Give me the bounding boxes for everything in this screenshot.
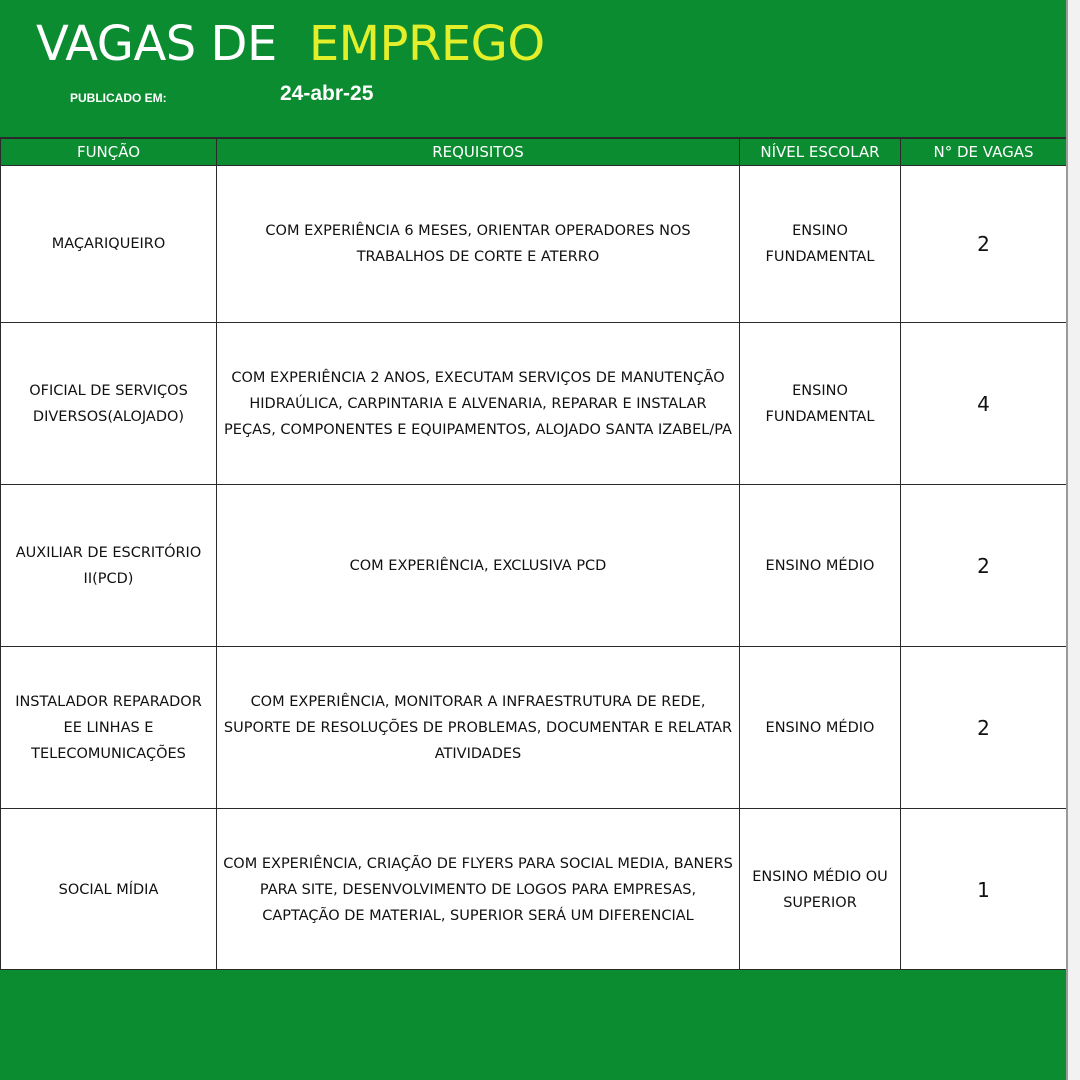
cell-vagas: 2 [901, 485, 1067, 647]
column-header-numero-vagas: N° DE VAGAS [901, 139, 1067, 166]
table-header-row [1, 139, 1067, 166]
table-row [1, 166, 1067, 323]
title-part-2: EMPREGO [308, 16, 545, 72]
cell-requisitos: COM EXPERIÊNCIA, EXCLUSIVA PCD [217, 485, 740, 647]
cell-funcao: MAÇARIQUEIRO [1, 166, 217, 323]
table-row [1, 647, 1067, 809]
cell-funcao: OFICIAL DE SERVIÇOS DIVERSOS(ALOJADO) [1, 323, 217, 485]
column-header-nivel-escolar: NÍVEL ESCOLAR [740, 139, 901, 166]
cell-funcao: SOCIAL MÍDIA [1, 809, 217, 971]
cell-requisitos: COM EXPERIÊNCIA, CRIAÇÃO DE FLYERS PARA SOCIAL MEDIA, BANERS PARA SITE, DESENVOLVIMENTO DE LOGOS PARA EMPRESAS, CAPTAÇÃO DE MATERIAL, SUPERIOR SERÁ UM DIFERENCIAL [217, 809, 740, 971]
cell-vagas: 1 [901, 809, 1067, 971]
cell-nivel-escolar: ENSINO FUNDAMENTAL [740, 323, 901, 485]
column-header-funcao: FUNÇÃO [1, 139, 217, 166]
footer-banner [0, 969, 1066, 1080]
published-date: 24-abr-25 [280, 82, 374, 105]
cell-vagas: 4 [901, 323, 1067, 485]
jobs-table [0, 138, 1067, 971]
cell-nivel-escolar: ENSINO MÉDIO [740, 485, 901, 647]
table-row [1, 323, 1067, 485]
cell-requisitos: COM EXPERIÊNCIA 6 MESES, ORIENTAR OPERADORES NOS TRABALHOS DE CORTE E ATERRO [217, 166, 740, 323]
column-header-requisitos: REQUISITOS [217, 139, 740, 166]
cell-requisitos: COM EXPERIÊNCIA 2 ANOS, EXECUTAM SERVIÇOS DE MANUTENÇÃO HIDRAÚLICA, CARPINTARIA E ALVENARIA, REPARAR E INSTALAR PEÇAS, COMPONENTES E EQUIPAMENTOS, ALOJADO SANTA IZABEL/PA [217, 323, 740, 485]
sheet-edge [1066, 0, 1080, 1080]
cell-funcao: INSTALADOR REPARADOR EE LINHAS E TELECOMUNICAÇÕES [1, 647, 217, 809]
header-banner [0, 0, 1066, 138]
cell-funcao: AUXILIAR DE ESCRITÓRIO II(PCD) [1, 485, 217, 647]
table-row [1, 485, 1067, 647]
page-title [36, 14, 545, 74]
cell-nivel-escolar: ENSINO MÉDIO [740, 647, 901, 809]
cell-vagas: 2 [901, 647, 1067, 809]
cell-nivel-escolar: ENSINO FUNDAMENTAL [740, 166, 901, 323]
cell-nivel-escolar: ENSINO MÉDIO OU SUPERIOR [740, 809, 901, 971]
cell-vagas: 2 [901, 166, 1067, 323]
title-part-1: VAGAS DE [36, 16, 277, 72]
published-label: PUBLICADO EM: [70, 91, 167, 105]
cell-requisitos: COM EXPERIÊNCIA, MONITORAR A INFRAESTRUTURA DE REDE, SUPORTE DE RESOLUÇÕES DE PROBLEMAS, DOCUMENTAR E RELATAR ATIVIDADES [217, 647, 740, 809]
table-row [1, 809, 1067, 971]
